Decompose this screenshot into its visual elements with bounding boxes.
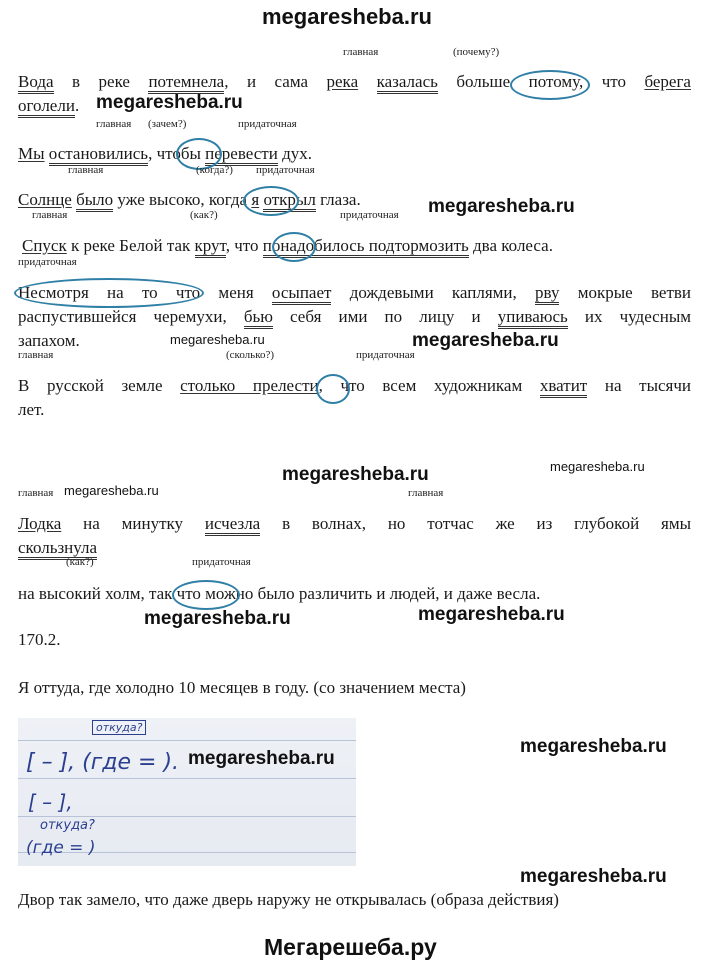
sentence-7-line-2 bbox=[18, 538, 97, 558]
label-subordinate: придаточная bbox=[192, 556, 251, 568]
label-main: главная bbox=[68, 164, 104, 176]
subject: столько прелести bbox=[180, 376, 319, 395]
label-main: главная bbox=[343, 46, 379, 58]
conjunction: Несмотря на то что bbox=[18, 283, 201, 302]
predicate: понадобилось подтормозить bbox=[263, 236, 469, 258]
text-fragment: дух. bbox=[277, 144, 312, 163]
predicate: перевести bbox=[205, 144, 278, 166]
text-fragment: больше bbox=[437, 72, 529, 91]
sentence-7-line-1 bbox=[18, 514, 691, 534]
predicate: казалась bbox=[377, 72, 438, 94]
subject: река bbox=[326, 72, 359, 91]
predicate: исчезла bbox=[205, 514, 260, 536]
predicate: оголели bbox=[18, 96, 75, 118]
text-fragment: меня bbox=[200, 283, 272, 302]
subject: Лодка bbox=[18, 514, 62, 533]
label-question: (как?) bbox=[66, 556, 94, 568]
label-subordinate: придаточная bbox=[18, 256, 77, 268]
label-main: главная bbox=[18, 349, 54, 361]
conjunction: потому, bbox=[528, 72, 584, 91]
predicate: остановились bbox=[49, 144, 148, 166]
label-question: (как?) bbox=[190, 209, 218, 221]
sentence-5-line-2 bbox=[18, 307, 691, 327]
text-fragment: что bbox=[583, 72, 645, 91]
label-main: главная bbox=[408, 487, 444, 499]
sentence-3 bbox=[18, 190, 361, 210]
question-note: откуда? bbox=[40, 818, 95, 833]
predicate: скользнула bbox=[18, 538, 97, 560]
predicate: хватит bbox=[540, 376, 587, 398]
subject: я bbox=[251, 190, 260, 209]
text-fragment: , и сама bbox=[224, 72, 327, 91]
text-fragment: В русской земле bbox=[18, 376, 181, 395]
subject: Вода bbox=[18, 72, 54, 94]
scheme-formula: (где = ) bbox=[26, 838, 96, 858]
predicate: бью bbox=[244, 307, 273, 329]
predicate: крут bbox=[195, 236, 226, 258]
scheme-formula: [ – ], (где = ). bbox=[26, 750, 180, 775]
sentence-1-line-1 bbox=[18, 72, 691, 92]
label-question: (когда?) bbox=[196, 164, 233, 176]
text-fragment: уже высоко, bbox=[113, 190, 209, 209]
label-subordinate: придаточная bbox=[238, 118, 297, 130]
text-fragment: их чудесным bbox=[567, 307, 691, 326]
label-question: (почему?) bbox=[453, 46, 500, 58]
watermark: megaresheba.ru bbox=[282, 464, 429, 485]
task-line-2: Двор так замело, что даже дверь наружу не открывалась (образа действия) bbox=[18, 890, 559, 909]
sentence-2 bbox=[18, 144, 312, 164]
label-question: (сколько?) bbox=[226, 349, 275, 361]
task-line-1: Я оттуда, где холодно 10 месяцев в году. (со значением места) bbox=[18, 678, 466, 697]
label-main: главная bbox=[18, 487, 54, 499]
watermark: megaresheba.ru bbox=[520, 736, 667, 757]
conjunction-circle bbox=[172, 580, 240, 610]
text-fragment: глаза. bbox=[315, 190, 361, 209]
text-fragment: мокрые ветви bbox=[559, 283, 691, 302]
conjunction: когда bbox=[208, 190, 248, 209]
text-fragment: в реке bbox=[53, 72, 149, 91]
text-fragment bbox=[358, 72, 376, 91]
conjunction-circle bbox=[272, 232, 316, 262]
conjunction-circle bbox=[14, 278, 204, 308]
handwritten-scheme-photo bbox=[18, 718, 356, 866]
text-fragment: можно было различить и людей, и даже весла. bbox=[200, 584, 541, 603]
subject: берега bbox=[644, 72, 691, 91]
sentence-1-line-2 bbox=[18, 96, 79, 116]
text-fragment: . bbox=[74, 96, 80, 115]
subject: Солнце bbox=[18, 190, 72, 209]
text-fragment: на минутку bbox=[61, 514, 205, 533]
predicate: потемнела bbox=[148, 72, 224, 94]
predicate: упиваюсь bbox=[498, 307, 568, 329]
text-fragment: на тысячи bbox=[587, 376, 692, 395]
conjunction: чтобы bbox=[156, 144, 201, 163]
label-main: главная bbox=[96, 118, 132, 130]
text-fragment: на высокий холм, bbox=[18, 584, 149, 603]
watermark: megaresheba.ru bbox=[412, 330, 559, 351]
watermark: megaresheba.ru bbox=[550, 459, 645, 474]
conjunction-circle bbox=[510, 70, 590, 100]
watermark: megaresheba.ru bbox=[170, 332, 265, 347]
site-title: megaresheba.ru bbox=[262, 4, 432, 29]
label-subordinate: придаточная bbox=[256, 164, 315, 176]
conjunction: что bbox=[234, 236, 259, 255]
text-fragment: дождевыми каплями, bbox=[331, 283, 536, 302]
subject: Спуск bbox=[22, 236, 67, 255]
text-fragment: к реке Белой так bbox=[66, 236, 195, 255]
watermark: megaresheba.ru bbox=[520, 866, 667, 887]
conjunction-circle bbox=[316, 374, 350, 404]
text-fragment: , что всем художникам bbox=[318, 376, 540, 395]
text-fragment: , bbox=[225, 236, 235, 255]
sentence-5-line-3: запахом. bbox=[18, 331, 80, 350]
footer-brand: Мегарешеба.ру bbox=[264, 934, 437, 960]
text-fragment: себя ими по лицу и bbox=[272, 307, 498, 326]
label-main: главная bbox=[32, 209, 68, 221]
label-question: (зачем?) bbox=[148, 118, 187, 130]
sentence-6-line-1 bbox=[18, 376, 691, 396]
question-note: откуда? bbox=[92, 720, 146, 735]
watermark: megaresheba.ru bbox=[428, 196, 575, 217]
watermark: megaresheba.ru bbox=[188, 748, 335, 769]
conjunction: так что bbox=[148, 584, 201, 603]
sentence-6-line-2: лет. bbox=[18, 400, 45, 419]
conjunction-circle bbox=[243, 186, 299, 216]
subject: Мы bbox=[18, 144, 45, 163]
task-number: 170.2. bbox=[18, 630, 61, 649]
watermark: megaresheba.ru bbox=[418, 604, 565, 625]
label-subordinate: придаточная bbox=[356, 349, 415, 361]
watermark: megaresheba.ru bbox=[144, 608, 291, 629]
text-fragment: , bbox=[148, 144, 157, 163]
watermark: megaresheba.ru bbox=[96, 92, 243, 113]
predicate: открыл bbox=[263, 190, 315, 212]
watermark: megaresheba.ru bbox=[64, 483, 159, 498]
text-fragment: распустившейся черемухи, bbox=[18, 307, 244, 326]
text-fragment: два колеса. bbox=[468, 236, 553, 255]
scheme-formula: [ – ], bbox=[28, 790, 73, 814]
text-fragment: в волнах, но тотчас же из глубокой ямы bbox=[260, 514, 691, 533]
sentence-7-line-3 bbox=[18, 584, 540, 604]
predicate: рву bbox=[535, 283, 559, 305]
predicate: было bbox=[76, 190, 113, 212]
label-subordinate: придаточная bbox=[340, 209, 399, 221]
predicate: осыпает bbox=[272, 283, 332, 305]
